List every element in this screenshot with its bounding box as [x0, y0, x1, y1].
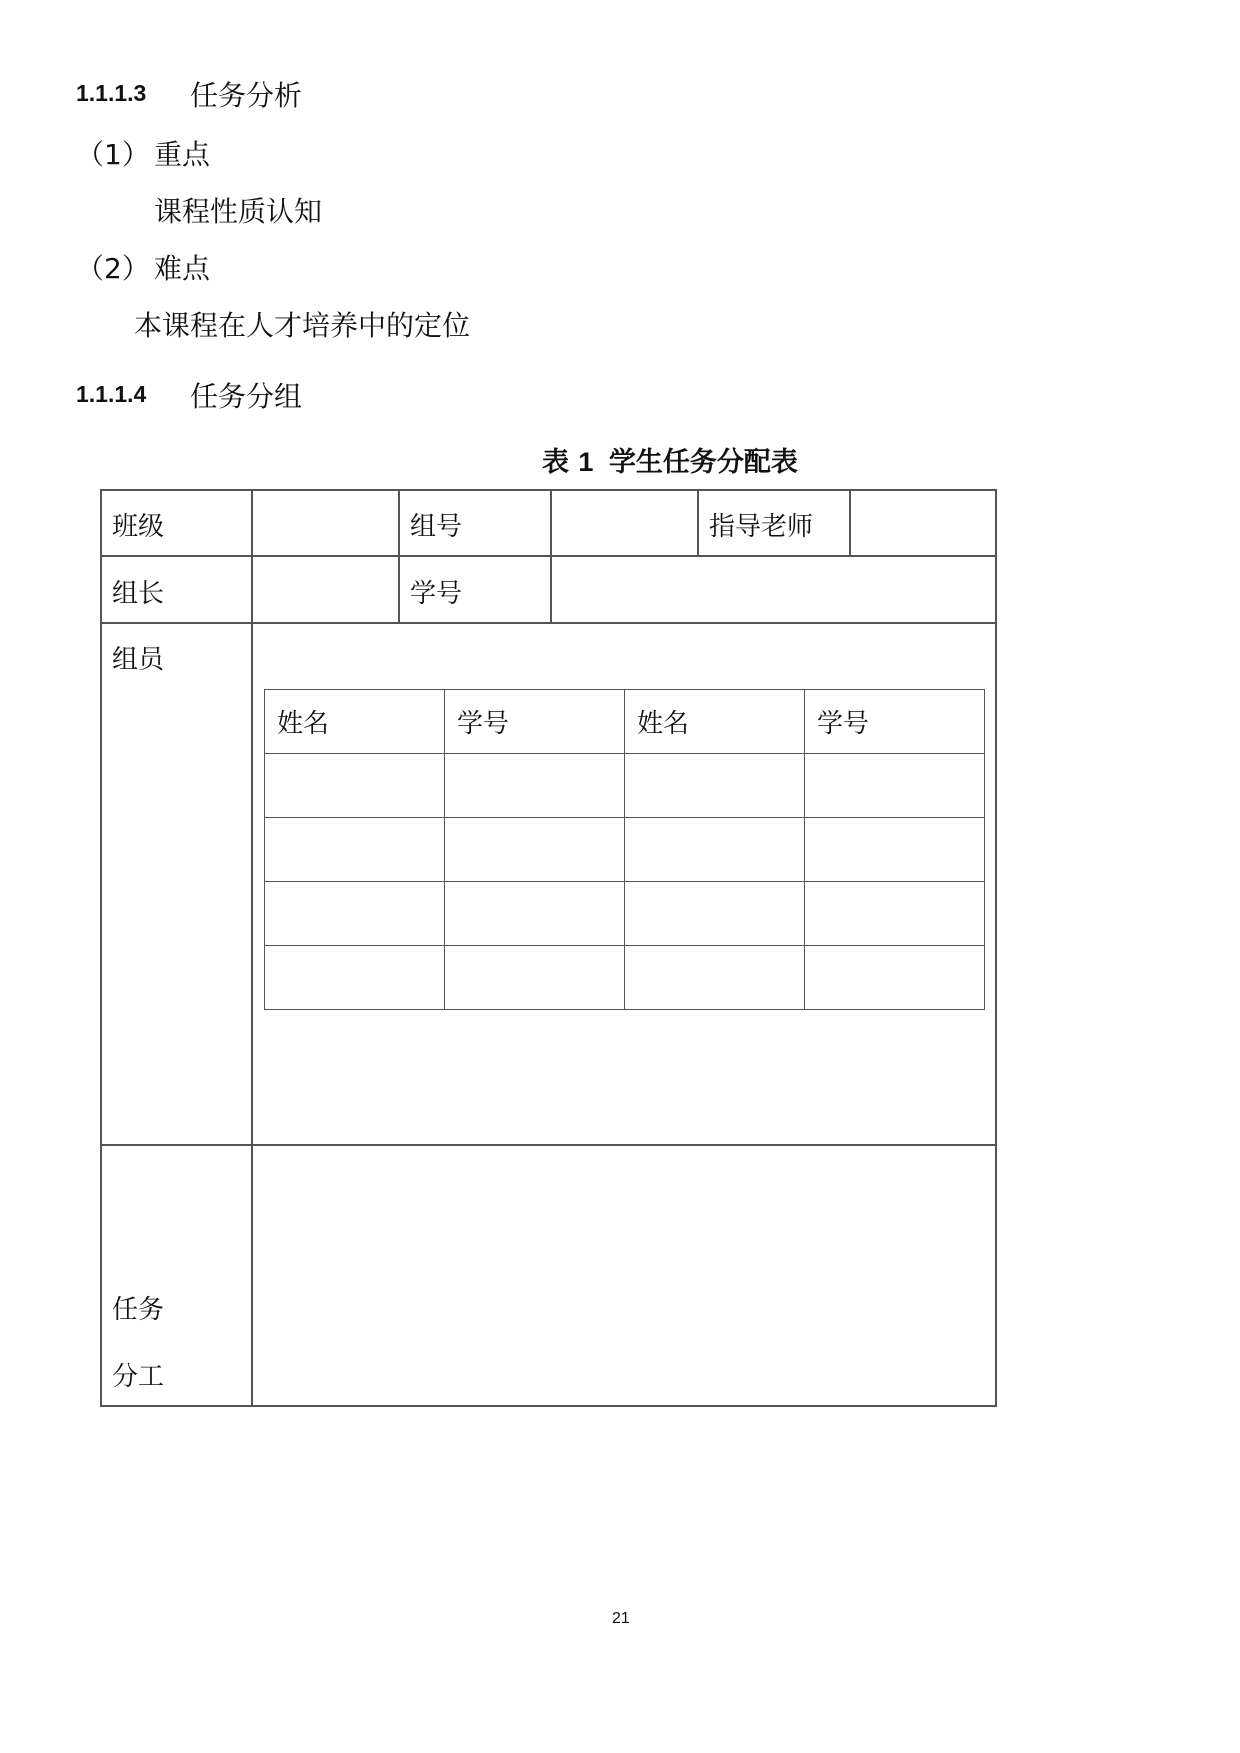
member-cell — [445, 946, 625, 1010]
member-cell — [625, 946, 805, 1010]
col-divider-advisor-value — [849, 489, 851, 557]
row-divider-3 — [100, 1144, 997, 1146]
member-cell — [265, 818, 445, 882]
col-divider-group — [398, 489, 400, 624]
table-row — [265, 754, 985, 818]
member-cell — [805, 946, 985, 1010]
member-cell — [625, 818, 805, 882]
section-114-title: 任务分组 — [190, 380, 303, 413]
section-113-title: 任务分析 — [190, 79, 303, 112]
label-column-divider — [251, 489, 253, 1407]
group-no-label: 组号 — [410, 512, 463, 542]
difficulty-marker: （2） — [76, 252, 150, 285]
key-point-content: 课程性质认知 — [154, 195, 323, 228]
member-header-name-1: 姓名 — [265, 690, 445, 754]
advisor-label: 指导老师 — [709, 512, 814, 542]
member-header-id-1: 学号 — [445, 690, 625, 754]
member-cell — [445, 882, 625, 946]
border-left — [100, 489, 102, 1407]
member-cell — [805, 754, 985, 818]
members-header-row — [265, 690, 985, 754]
member-cell — [805, 882, 985, 946]
border-right — [995, 489, 997, 1407]
page-number: 21 — [612, 1610, 630, 1627]
member-cell — [805, 818, 985, 882]
class-label: 班级 — [112, 512, 165, 542]
member-cell — [265, 754, 445, 818]
key-point-marker: （1） — [76, 138, 150, 171]
member-header-name-2: 姓名 — [625, 690, 805, 754]
table-row — [265, 946, 985, 1010]
student-id-label: 学号 — [410, 579, 463, 609]
col-divider-advisor — [697, 489, 699, 557]
row-divider-1 — [100, 555, 997, 557]
border-bottom — [100, 1405, 997, 1407]
member-cell — [445, 818, 625, 882]
border-top — [100, 489, 997, 491]
member-cell — [445, 754, 625, 818]
task-label-line2: 分工 — [112, 1362, 165, 1392]
difficulty-label: 难点 — [154, 252, 211, 285]
leader-label: 组长 — [112, 579, 165, 609]
table-caption — [542, 440, 798, 479]
member-cell — [625, 882, 805, 946]
member-header-id-2: 学号 — [805, 690, 985, 754]
members-table — [264, 689, 985, 1010]
row-divider-2 — [100, 622, 997, 624]
difficulty-content: 本课程在人才培养中的定位 — [134, 309, 471, 342]
members-label: 组员 — [112, 645, 165, 675]
task-label-line1: 任务 — [112, 1295, 165, 1325]
table-row — [265, 818, 985, 882]
key-point-label: 重点 — [154, 138, 211, 171]
table-row — [265, 882, 985, 946]
caption-prefix: 表 — [542, 447, 569, 478]
member-cell — [265, 882, 445, 946]
caption-number: 1 — [578, 447, 594, 477]
section-114-number: 1.1.1.4 — [76, 381, 147, 407]
caption-title: 学生任务分配表 — [608, 447, 798, 478]
section-113-number: 1.1.1.3 — [76, 80, 147, 106]
member-cell — [625, 754, 805, 818]
col-divider-group-value — [550, 489, 552, 624]
member-cell — [265, 946, 445, 1010]
